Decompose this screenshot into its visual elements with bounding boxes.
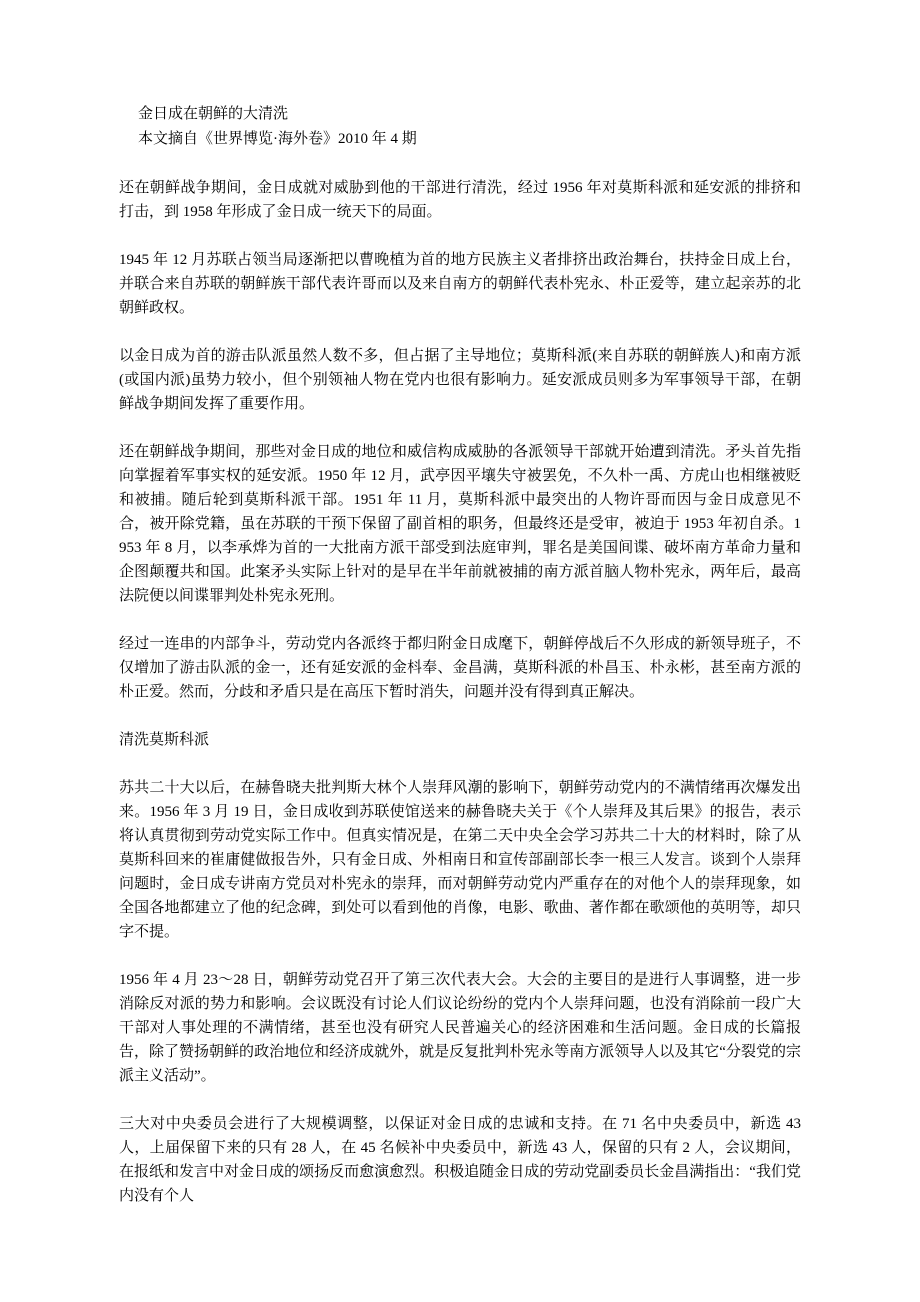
paragraph-intro-2: 1945 年 12 月苏联占领当局逐渐把以曹晚植为首的地方民族主义者排挤出政治舞台，扶持金日成上台，并联合来自苏联的朝鲜族干部代表许哥而以及来自南方的朝鲜代表朴宪永、朴正爱等，建立起亲苏的北朝鲜政权。 bbox=[119, 252, 801, 316]
paragraph-section-1: 苏共二十大以后，在赫鲁晓夫批判斯大林个人崇拜风潮的影响下，朝鲜劳动党内的不满情绪再次爆发出来。1956 年 3 月 19 日，金日成收到苏联使馆送来的赫鲁晓夫关于《个人崇拜及其后果》的报告，表示将认真贯彻到劳动党实际工作中。但真实情况是，在第二天中央全会学习苏共二十大的材料时，除了从莫斯科回来的崔庸健做报告外，只有金日成、外相南日和宣传部副部长李一根三人发言。谈到个人崇拜问题时，金日成专讲南方党员对朴宪永的崇拜，而对朝鲜劳动党内严重存在的对他个人的崇拜现象，如全国各地都建立了他的纪念碑，到处可以看到他的肖像，电影、歌曲、著作都在歌颂他的英明等，却只字不提。 bbox=[119, 780, 801, 940]
paragraph-section-2: 1956 年 4 月 23～28 日，朝鲜劳动党召开了第三次代表大会。大会的主要目的是进行人事调整，进一步消除反对派的势力和影响。会议既没有讨论人们议论纷纷的党内个人崇拜问题，也没有消除前一段广大干部对人事处理的不满情绪，甚至也没有研究人民普遍关心的经济困难和生活问题。金日成的长篇报告，除了赞扬朝鲜的政治地位和经济成就外，就是反复批判朴宪永等南方派领导人以及其它“分裂党的宗派主义活动”。 bbox=[119, 972, 801, 1084]
document-header bbox=[138, 102, 801, 152]
paragraph-section-3: 三大对中央委员会进行了大规模调整，以保证对金日成的忠诚和支持。在 71 名中央委员中，新选 43 人，上届保留下来的只有 28 人，在 45 名候补中央委员中，新选 43 人，保留的只有 2 人，会议期间，在报纸和发言中对金日成的颂扬反而愈演愈烈。积极追随金日成的劳动党副委员长金昌满指出：“我们党内没有个人 bbox=[119, 1116, 801, 1204]
document-source-line: 本文摘自《世界博览·海外卷》2010 年 4 期 bbox=[138, 131, 417, 147]
paragraph-intro-4: 还在朝鲜战争期间，那些对金日成的地位和威信构成威胁的各派领导干部就开始遭到清洗。矛头首先指向掌握着军事实权的延安派。1950 年 12 月，武亭因平壤失守被罢免，不久朴一禹、方虎山也相继被贬和被捕。随后轮到莫斯科派干部。1951 年 11 月，莫斯科派中最突出的人物许哥而因与金日成意见不合，被开除党籍，虽在苏联的干预下保留了副首相的职务，但最终还是受审，被迫于 1953 年初自杀。1953 年 8 月，以李承烨为首的一大批南方派干部受到法庭审判，罪名是美国间谍、破坏南方革命力量和企图颠覆共和国。此案矛头实际上针对的是早在半年前就被捕的南方派首脑人物朴宪永，两年后，最高法院便以间谍罪判处朴宪永死刑。 bbox=[119, 444, 801, 604]
paragraph-intro-5: 经过一连串的内部争斗，劳动党内各派终于都归附金日成麾下，朝鲜停战后不久形成的新领导班子，不仅增加了游击队派的金一，还有延安派的金枓奉、金昌满，莫斯科派的朴昌玉、朴永彬，甚至南方派的朴正爱。然而，分歧和矛盾只是在高压下暂时消失，问题并没有得到真正解决。 bbox=[119, 636, 801, 700]
paragraph-intro-3: 以金日成为首的游击队派虽然人数不多，但占据了主导地位；莫斯科派(来自苏联的朝鲜族人)和南方派(或国内派)虽势力较小，但个别领袖人物在党内也很有影响力。延安派成员则多为军事领导干部，在朝鲜战争期间发挥了重要作用。 bbox=[119, 348, 801, 412]
section-heading: 清洗莫斯科派 bbox=[119, 732, 210, 748]
paragraph-intro-1: 还在朝鲜战争期间，金日成就对威胁到他的干部进行清洗，经过 1956 年对莫斯科派和延安派的排挤和打击，到 1958 年形成了金日成一统天下的局面。 bbox=[119, 180, 801, 220]
document-title: 金日成在朝鲜的大清洗 bbox=[138, 106, 289, 122]
